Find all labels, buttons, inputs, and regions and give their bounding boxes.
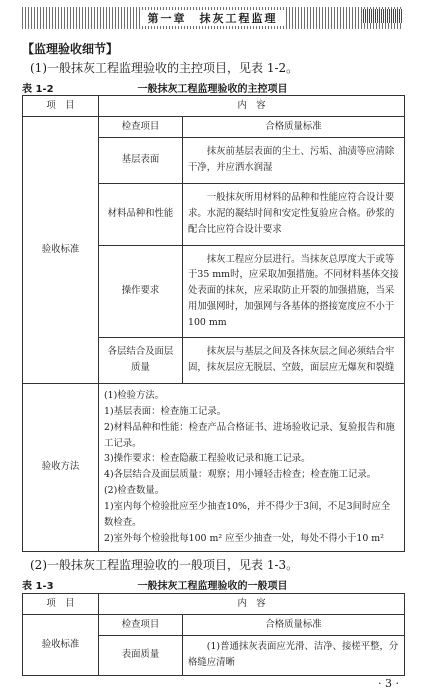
paragraph-intro-1: (1)一般抹灰工程监理验收的主控项目，见表 1-2。	[30, 61, 299, 75]
table-2-head-item: 项 目	[23, 594, 99, 615]
paragraph-intro-2: (2)一般抹灰工程监理验收的一般项目，见表 1-3。	[30, 558, 299, 572]
table-1-group-acceptance-method: 验收方法	[23, 383, 99, 551]
table-1-number: 表 1-2	[22, 84, 54, 95]
table-2-row-standard: (1)普通抹灰表面应光滑、洁净、接槎平整，分格缝应清晰	[183, 635, 405, 675]
table-1-head-content: 内 容	[99, 96, 405, 117]
running-header	[22, 7, 403, 29]
table-1-row-item: 操作要求	[99, 245, 183, 337]
method-line: 3)操作要求：检查隐蔽工程验收记录和施工记录。	[104, 453, 311, 465]
table-1-row-standard: 一般抹灰所用材料的品种和性能应符合设计要求。水泥的凝结时间和安定性复验应合格。砂浆的配合比应符合设计要求	[183, 183, 405, 245]
table-1-head-item: 项 目	[23, 96, 99, 117]
table-1-row-standard: 抹灰前基层表面的尘土、污垢、油渍等应清除干净，并应洒水润湿	[183, 137, 405, 183]
method-line: (1)检验方法。	[104, 389, 165, 401]
method-line: 1)基层表面：检查施工记录。	[104, 405, 227, 417]
table-1-row-standard: 抹灰层与基层之间及各抹灰层之间必须结合牢固，抹灰层应无脱层、空鼓，面层应无爆灰和裂缝	[183, 337, 405, 383]
header-barcode-decoration	[363, 9, 403, 23]
table-1	[22, 95, 405, 552]
table-1-method-list	[99, 383, 405, 551]
chapter-title: 第一章 抹灰工程监理	[142, 10, 284, 26]
method-line: 2)材料品种和性能：检查产品合格证书、进场验收记录、复验报告和施工记录。	[104, 421, 395, 449]
page-number: · 3 ·	[378, 677, 399, 690]
method-line: (2)检查数量。	[104, 485, 165, 497]
table-1-subhead-item: 检查项目	[99, 116, 183, 137]
table-1-row-standard: 抹灰工程应分层进行。当抹灰总厚度大于或等于35 mm时，应采取加强措施。不同材料基体交接处表面的抹灰，应采取防止开裂的加强措施，当采用加强网时，加强网与各基体的搭接宽度应不小于100 mm	[183, 245, 405, 337]
section-title: 【监理验收细节】	[22, 42, 119, 56]
table-2-group-acceptance-standard: 验收标准	[23, 614, 99, 675]
table-1-row-item: 材料品种和性能	[99, 183, 183, 245]
table-1-row-item: 各层结合及面层质量	[99, 337, 183, 383]
table-2-title: 一般抹灰工程监理验收的一般项目	[137, 581, 288, 592]
table-1-row-item: 基层表面	[99, 137, 183, 183]
method-line: 1)室内每个检验批应至少抽查10%，并不得少于3间，不足3间时应全数检查。	[104, 501, 391, 529]
table-1-group-acceptance-standard: 验收标准	[23, 116, 99, 383]
method-line: 4)各层结合及面层质量：观察；用小锤轻击检查；检查施工记录。	[104, 469, 377, 481]
table-2-number: 表 1-3	[22, 581, 54, 592]
table-2-subhead-standard: 合格质量标准	[183, 614, 405, 635]
method-line: 2)室外每个检验批每100 m² 应至少抽查一处，每处不得小于10 m²	[104, 533, 384, 545]
table-2-row-item: 表面质量	[99, 635, 183, 675]
table-2	[22, 593, 405, 676]
table-1-subhead-standard: 合格质量标准	[183, 116, 405, 137]
table-2-subhead-item: 检查项目	[99, 614, 183, 635]
table-2-head-content: 内 容	[99, 594, 405, 615]
table-1-title: 一般抹灰工程监理验收的主控项目	[137, 84, 288, 95]
